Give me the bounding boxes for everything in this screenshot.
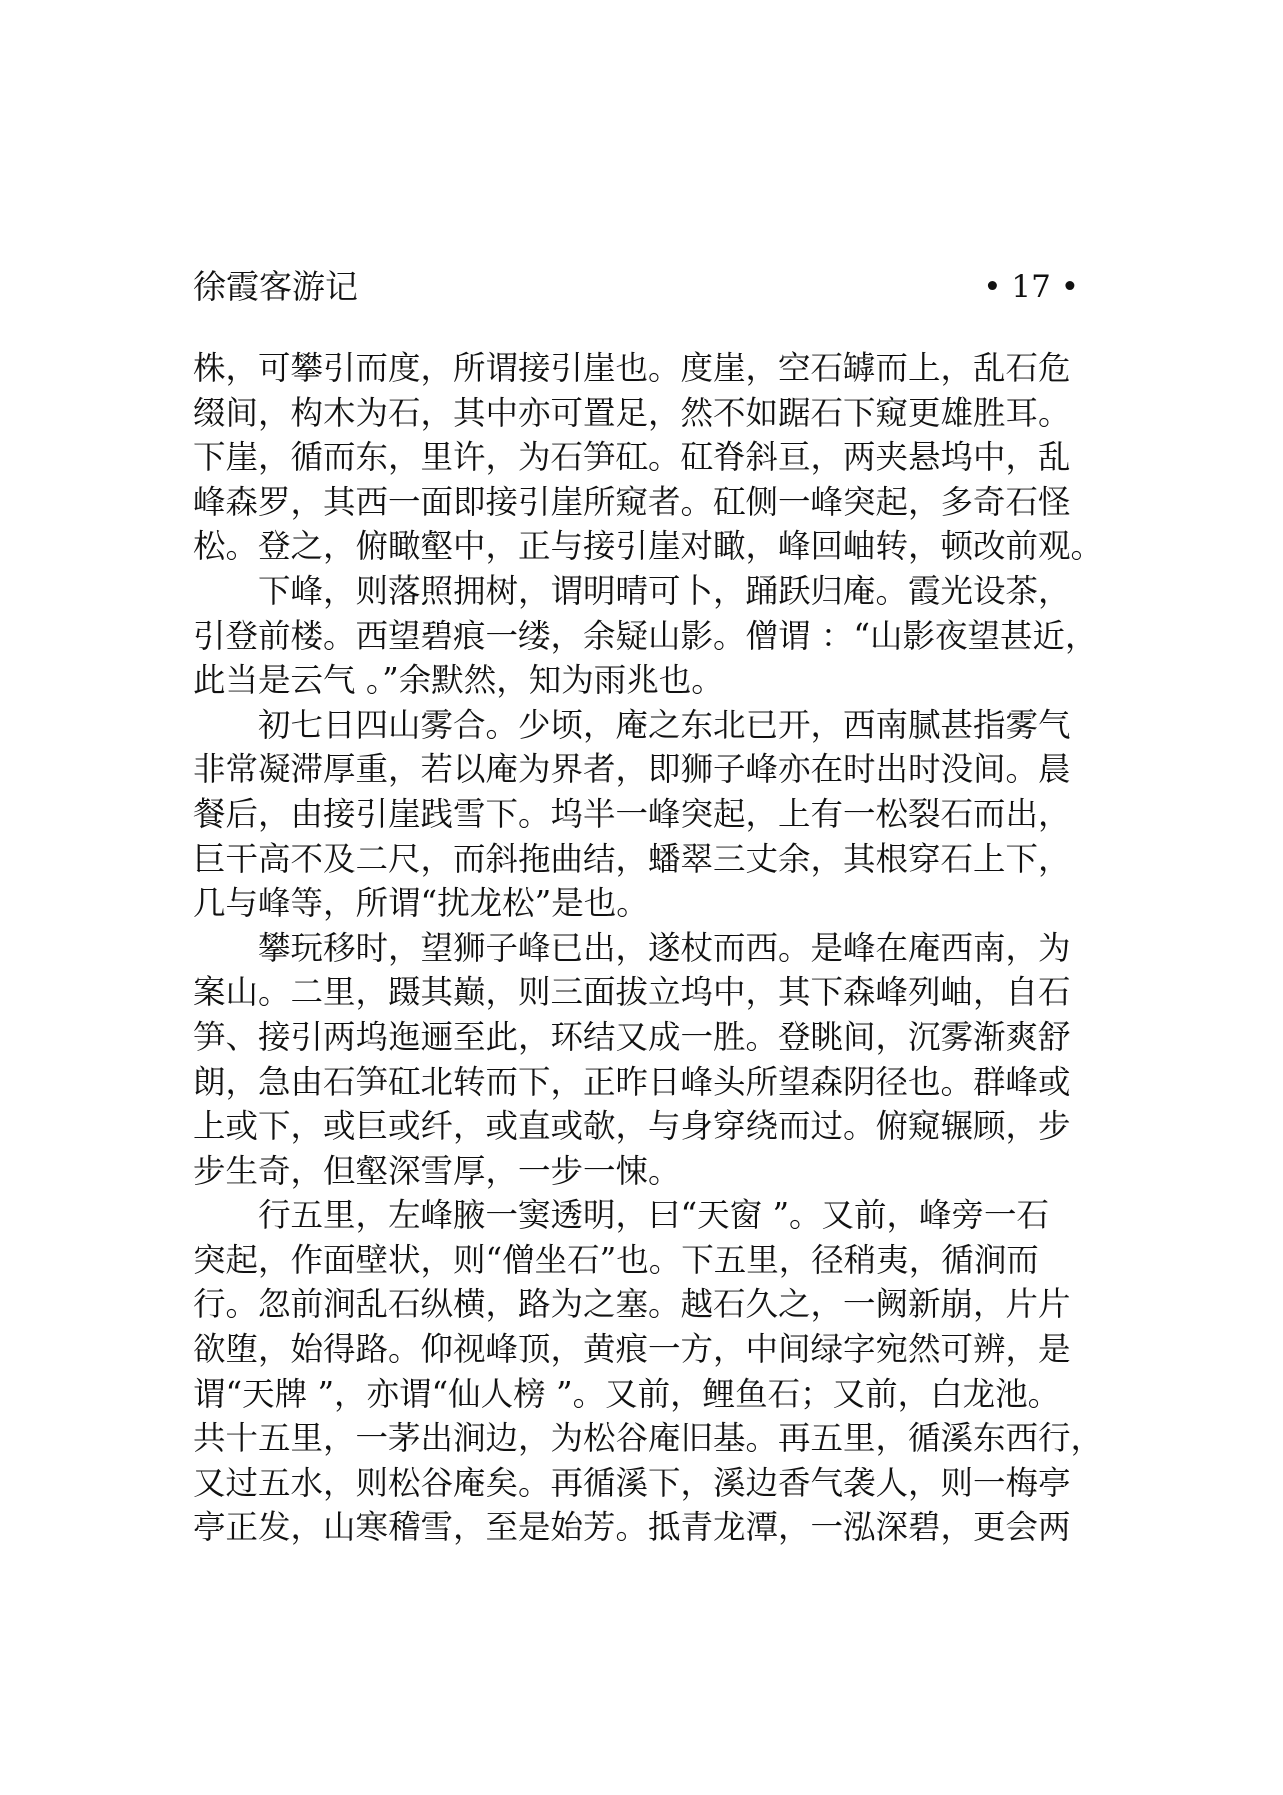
text-line: 此当是云气 。”余默然，知为雨兆也。 — [193, 661, 724, 700]
text-line: 谓“天牌 ”，亦谓“仙人榜 ”。又前，鲤鱼石；又前，白龙池。 — [193, 1374, 1061, 1413]
running-header — [193, 262, 1079, 312]
paragraph-start-line: 初七日四山雾合。少顷，庵之东北已开，西南腻甚指雾气 — [258, 705, 1071, 744]
page-number: • 17 • — [983, 269, 1079, 305]
text-line: 欲堕，始得路。仰视峰顶，黄痕一方，中间绿字宛然可辨，是 — [193, 1330, 1071, 1369]
text-line: 株，可攀引而度，所谓接引崖也。度崖，空石罅而上，乱石危 — [193, 349, 1071, 387]
text-line: 亭正发，山寒稽雪，至是始芳。抵青龙潭，一泓深碧，更会两 — [193, 1508, 1071, 1547]
paragraph-start-line: 行五里，左峰腋一窦透明，曰“天窗 ”。又前，峰旁一石 — [258, 1196, 1050, 1235]
text-line: 缀间，构木为石，其中亦可置足，然不如踞石下窥更雄胜耳。 — [193, 393, 1071, 432]
text-line: 下崖，循而东，里许，为石笋矼。矼脊斜亘，两夹悬坞中，乱 — [193, 438, 1071, 477]
text-line: 朗，急由石笋矼北转而下，正昨日峰头所望森阴径也。群峰或 — [193, 1062, 1071, 1101]
body-text — [193, 346, 1103, 1550]
text-line: 引登前楼。西望碧痕一缕，余疑山影。僧谓 ：“山影夜望甚近， — [193, 616, 1098, 655]
text-line: 共十五里，一茅出涧边，为松谷庵旧基。再五里，循溪东西行， — [193, 1419, 1104, 1458]
text-line: 松。登之，俯瞰壑中，正与接引崖对瞰，峰回岫转，顿改前观。 — [193, 527, 1104, 566]
text-line: 几与峰等，所谓“扰龙松”是也。 — [193, 884, 649, 923]
text-line: 行。忽前涧乱石纵横，路为之塞。越石久之，一阙新崩，片片 — [193, 1285, 1071, 1324]
text-line: 笋、接引两坞迤逦至此，环结又成一胜。登眺间，沉雾渐爽舒 — [193, 1017, 1071, 1056]
text-line: 又过五水，则松谷庵矣。再循溪下，溪边香气袭人，则一梅亭 — [193, 1463, 1071, 1502]
text-line: 餐后，由接引崖践雪下。坞半一峰突起，上有一松裂石而出， — [193, 794, 1071, 833]
text-line: 非常凝滞厚重，若以庵为界者，即狮子峰亦在时出时没间。晨 — [193, 750, 1071, 789]
paragraph-start-line: 下峰，则落照拥树，谓明晴可卜，踊跃归庵。霞光设茶， — [258, 571, 1071, 610]
text-line: 案山。二里，蹑其巅，则三面拔立坞中，其下森峰列岫，自石 — [193, 973, 1071, 1012]
text-line: 突起，作面壁状，则“僧坐石”也。下五里，径稍夷，循涧而 — [193, 1240, 1039, 1279]
text-line: 上或下，或巨或纤，或直或欹，与身穿绕而过。俯窥辗顾，步 — [193, 1107, 1071, 1146]
text-line: 峰森罗，其西一面即接引崖所窥者。矼侧一峰突起，多奇石怪 — [193, 482, 1071, 521]
book-title: 徐霞客游记 — [193, 267, 358, 306]
paragraph-start-line: 攀玩移时，望狮子峰已出，遂杖而西。是峰在庵西南，为 — [258, 928, 1071, 967]
text-line: 步生奇，但壑深雪厚，一步一悚。 — [193, 1151, 681, 1190]
text-line: 巨干高不及二尺，而斜拖曲结，蟠翠三丈余，其根穿石上下， — [193, 839, 1071, 878]
